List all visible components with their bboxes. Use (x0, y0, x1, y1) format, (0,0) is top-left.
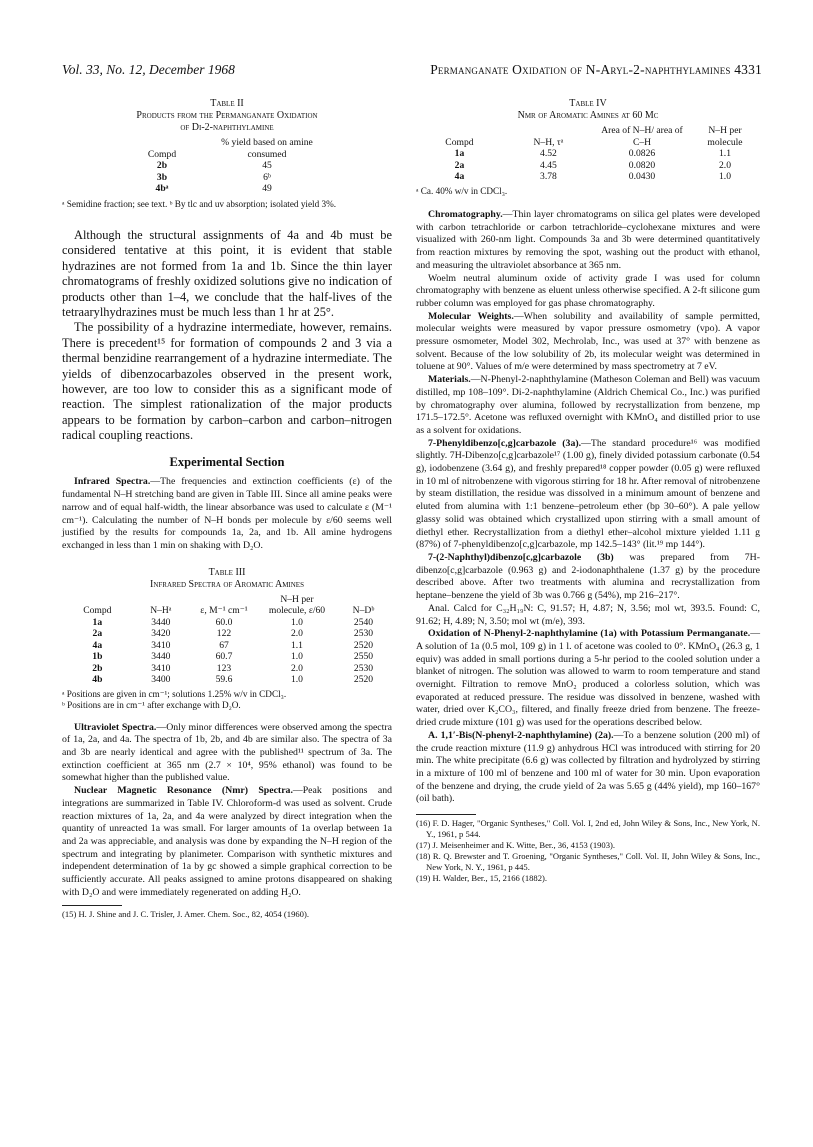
table-cell: 45 (262, 160, 272, 171)
table-cell: 67 (219, 639, 229, 651)
table-cell: 3.78 (540, 171, 557, 182)
table-cell: 122 (216, 628, 232, 640)
table-cell: 4bᵃ (155, 183, 169, 194)
right-column (416, 98, 760, 884)
reference-item: (18) R. Q. Brewster and T. Groening, "Organic Syntheses," Coll. Vol. II, John Wiley & Sons, Inc., New York, N. Y., 1961, p 445. (416, 851, 760, 873)
paragraph-text: —Only minor differences were observed among the spectra of 1a, 2a, and 4a. The spectra of 1b, 2b, and 4b are similar also. The spectra of 3a and 3b are nearly identical and agree with the published¹¹ spectrum of 3a. The extinction coefficient at 365 nm (2.7 × 10⁴, 95% ethanol) was found to be somewhat higher than the published value. (62, 721, 392, 784)
table-cell: 1.1 (290, 639, 303, 651)
table2-title: Table II (210, 98, 244, 109)
table-cell: 60.7 (215, 651, 233, 663)
paragraph-text: —When solubility and availability of sample permitted, molecular weights were measured by vapor pressure osmometry (vpo). A vapor pressure osmometer, Model 302, Mechrolab, Inc., was used at 37° with benzene as solvent. Because of the low solubility of 2b, its molecular weight was determined in toluene at 90°. Values of m/e were determined by mass spectrometry at 7 eV. (416, 310, 760, 373)
table-row (416, 148, 760, 160)
paragraph: Woelm neutral aluminum oxide of activity grade I was used for column chromatography with benzene as eluent unless otherwise specified. A 2-ft silicone gum rubber column was employed for gas phase chromatography. (416, 272, 760, 309)
table-cell: 2b (156, 160, 168, 171)
table-cell: 4.52 (540, 148, 557, 159)
table-row (416, 171, 760, 183)
table-cell: 3440 (151, 616, 171, 628)
table2-subtitle1: Products from the Permanganate Oxidation (136, 110, 318, 121)
table-cell: 1a (92, 616, 103, 628)
section-heading: Experimental Section (169, 454, 285, 469)
table-cell: 4b (92, 674, 103, 686)
table4-subtitle: Nmr of Aromatic Amines at 60 Mc (517, 110, 659, 121)
table-row (120, 160, 330, 172)
run-in-heading: Molecular Weights. (428, 310, 514, 322)
reference-item: (19) H. Walder, Ber., 15, 2166 (1882). (416, 873, 548, 884)
table-cell: 2.0 (719, 159, 731, 171)
table-cell: 4a (454, 171, 465, 182)
analysis-paragraph: Anal. Calcd for C₃₂H₁₉N: C, 91.57; H, 4.87; N, 3.56; mol wt, 393.5. Found: C, 91.62; H, 4.89; N, 3.50; mol wt (m/e), 393. (416, 602, 760, 627)
paragraph-text: —Peak positions and integrations are summarized in Table IV. Chloroform-d was used as solvent. Crude reaction mixtures of 1a, 2a, and 4a were analyzed by direct integration when the quantity of unreacted 1a was small. For larger amounts of 1a overlap between 1a and 2a was appreciable, and analysis was done by expanding the N–H region of the spectrum and integrating by planimeter. Comparison with synthetic mixtures and independent determination of 1a by gc showed a simple graphical correction to be sufficiently accurate. All peaks assigned to amine protons disappeared on shaking with D₂O and were immediately regenerated on adding H₂O. (62, 785, 392, 898)
table2-header-compd: Compd (147, 148, 177, 160)
compound-3b-paragraph (416, 552, 760, 603)
journal-volume: Vol. 33, No. 12, December 1968 (62, 62, 235, 77)
table-cell: 3b (156, 171, 168, 183)
chromatography-paragraph (416, 209, 760, 273)
table2-subtitle2: of Di-2-naphthylamine (180, 122, 274, 133)
table-header: N–Dᵇ (352, 605, 375, 617)
table2-footnote: ᵃ Semidine fraction; see text. ᵇ By tlc and uv absorption; isolated yield 3%. (62, 198, 337, 209)
table-cell: 2a (92, 628, 103, 640)
table-row (416, 160, 760, 172)
table4-title: Table IV (569, 98, 607, 109)
paragraph-text: —N-Phenyl-2-naphthylamine (Matheson Coleman and Bell) was vacuum distilled, mp 108–109°. Di-2-naphthylamine (Aldrich Chemical Co., Inc.) was purified by chromatography over alumina, followed by recrystallization from benzene, mp 171.5–172.5°. Acetone was refluxed overnight with KMnO₄ and distilled prior to use as a solvent for oxidations. (416, 374, 760, 436)
table-header: Area of N–H/ area of C–H (601, 125, 683, 148)
paragraph-text: —Thin layer chromatograms on silica gel plates were developed with carbon tetrachloride or carbon tetrachloride–cyclohexane mixtures and were visualized with 260-nm light. Compounds 3a and 3b were determined quantitatively from reaction mixtures by removing the spot, washing out the product with ethanol, and measuring the ultraviolet absorbance at 365 nm. (416, 209, 760, 271)
table-cell: 3410 (151, 662, 171, 674)
table-cell: 2520 (353, 674, 374, 686)
run-in-heading: Materials. (428, 374, 471, 386)
footnote-divider (416, 814, 476, 815)
table-cell: 1b (92, 651, 103, 663)
table-cell: 2520 (353, 639, 374, 651)
run-in-heading: Chromatography. (428, 209, 503, 220)
table-cell: 123 (216, 662, 232, 674)
table-cell: 2.0 (290, 628, 303, 640)
table-row (62, 628, 392, 640)
table-cell: 1.0 (719, 171, 731, 182)
table-row (62, 674, 392, 686)
compound-3a-paragraph (416, 438, 760, 552)
running-title: Permanganate Oxidation of N-Aryl-2-naphthylamines 4331 (430, 62, 762, 77)
table-cell: 1a (454, 148, 465, 159)
table-cell: 2530 (353, 662, 374, 674)
table3-subtitle: Infrared Spectra of Aromatic Amines (150, 578, 304, 590)
table-row (62, 640, 392, 652)
table-row (62, 651, 392, 663)
table-cell: 4a (92, 639, 103, 651)
table2-header-yield: % yield based on amine consumed (221, 137, 313, 160)
table3-title: Table III (208, 566, 246, 578)
table-row (120, 172, 330, 184)
run-in-heading: Oxidation of N-Phenyl-2-naphthylamine (1a) with Potassium Permanganate. (428, 628, 751, 640)
table-row (120, 183, 330, 195)
paragraph: The possibility of a hydrazine intermediate, however, remains. There is precedent¹⁵ for formation of compounds 2 and 3 via a thermal benzidine rearrangement of a hydrazine intermediate. The yields of dibenzocarbazoles observed in the present work, however, are too low to consider this as a significant mode of reaction. The simplest rationalization of the major products appears to be formation by carbon–carbon and carbon–nitrogen radical coupling reactions. (62, 320, 392, 443)
table-cell: 0.0826 (628, 148, 656, 159)
table-cell: 2b (92, 662, 103, 674)
paragraph-text: —The standard procedure¹⁶ was modified slightly. 7H-Dibenzo[c,g]carbazole¹⁷ (1.00 g), finely divided potassium carbonate (0.54 g), iodobenzene (3.64 g), and freshly prepared¹⁸ copper powder (0.05 g) were refluxed in 10 ml of nitrobenzene with vigorous stirring for 18 hr. After removal of nitrobenzene by steam distillation, the residue was dissolved in a minimum amount of benzene and eluted from alumina with 1:1 benzene–petroleum ether (bp 30–60°). A pale yellow glassy solid was obtained which crystallized upon stirring with a small amount of diethyl ether. Recrystallization from a diethyl ether–alcohol mixture yielded 1.11 g (87%) of 7-phenyldibenzo[c,g]carbazole, mp 142.5–143° (lit.¹⁹ mp 144°). (416, 437, 761, 551)
table-cell: 4.45 (540, 159, 557, 171)
table3-footnote-a: ᵃ Positions are given in cm⁻¹; solutions 1.25% w/v in CDCl₃. (62, 688, 287, 699)
table-cell: 2550 (353, 651, 374, 663)
table-cell: 0.0820 (628, 159, 656, 171)
table-cell: 3400 (151, 674, 171, 686)
left-column (62, 98, 392, 920)
table-header: N–H, τᵃ (533, 136, 564, 148)
bis-paragraph (416, 730, 760, 806)
table-cell: 1.0 (290, 616, 303, 628)
table-cell: 1.1 (719, 148, 731, 159)
table-cell: 2530 (353, 628, 374, 640)
paragraph-text: —A solution of 1a (0.5 mol, 109 g) in 1 l. of acetone was cooled to 0°. KMnO₄ (26.3 g, 1 equiv) was added in small portions during a 5-hr period to the cooled solution under a blanket of nitrogen. The solution was allowed to warm to room temperature and stand overnight. Filtration to remove MnO₂ produced a colorless solution, which was evaporated at reduced pressure. The residue was dissolved in benzene, washed with water, dried over K₂CO₃, filtered, and finally freeze dried from benzene. The freeze-dried crude mixture (101 g) was used for the operations described below. (416, 628, 760, 729)
run-in-heading: A. 1,1′-Bis(N-phenyl-2-naphthylamine) (2a). (428, 729, 614, 741)
run-in-heading: 7-(2-Naphthyl)dibenzo[c,g]carbazole (3b) (428, 551, 614, 563)
table-cell: 3420 (151, 628, 171, 640)
table-header: N–H per molecule, ε/60 (268, 593, 326, 617)
table3-footnote-b: ᵇ Positions are in cm⁻¹ after exchange with D₂O. (62, 700, 241, 711)
table-cell: 2a (454, 159, 465, 171)
table-row (62, 663, 392, 675)
table-cell: 1.0 (290, 651, 303, 663)
reference-item: (17) J. Meisenheimer and K. Witte, Ber., 36, 4153 (1903). (416, 840, 616, 851)
materials-paragraph (416, 374, 760, 438)
table-cell: 3440 (151, 651, 171, 663)
footnote-15: (15) H. J. Shine and J. C. Trisler, J. Amer. Chem. Soc., 82, 4054 (1960). (62, 909, 309, 920)
table4 (416, 125, 760, 183)
paragraph-text: —The frequencies and extinction coefficients (ε) of the fundamental N–H stretching band are given in Table III. Since all amine peaks were narrow and of equal half-width, the linear absorbance was used to calculate ε (M⁻¹ cm⁻¹). Calculating the number of N–H bonds per molecule by ε/60 seems well justified by the results for compounds 1a, 2a, and 1b. All amine hydrogens exchanged in less than 1 min on shaking with D₂O. (62, 476, 392, 551)
table-cell: 6ᵇ (263, 171, 271, 183)
table-cell: 3410 (151, 639, 171, 651)
footnote-divider (62, 905, 122, 906)
paragraph-text: —To a benzene solution (200 ml) of the crude reaction mixture (11.9 g) anhydrous HCl was introduced with stirring for 20 min. The white precipitate (6.6 g) was collected by filtration and hydrolyzed by stirring in a mixture of 100 ml of benzene and 100 ml of water for 30 min. Upon evaporation of the benzene and drying, the crude yield of 2a was 5.65 g (44% yield), mp 160–167° (oil bath). (416, 729, 760, 805)
table2 (120, 137, 330, 195)
table-row (62, 617, 392, 629)
molwt-paragraph (416, 311, 760, 375)
run-in-heading: Infrared Spectra. (74, 476, 151, 488)
table-header: N–H per molecule (707, 125, 743, 148)
table-cell: 2540 (353, 616, 374, 628)
table-header: Compd (83, 605, 112, 617)
references-list (416, 818, 760, 884)
paragraph-text: was prepared from 7H-dibenzo[c,g]carbazole (0.963 g) and 2-iodonaphthalene (1.37 g) by the procedure described above. After two treatments with alumina and recrystallization from heptane–benzene the yield of 3b was 0.766 g (54%), mp 216–217°. (416, 551, 761, 602)
paragraph: Although the structural assignments of 4a and 4b must be considered tentative at this point, it is evident that stable hydrazines are not formed from 1a and 1b. Since the thin layer chromatograms of freshly oxidized solutions give no indication of products other than 1–4, we conclude that the half-lives of the tetraarylhydrazines must be much less than 1 hr at 25°. (62, 228, 392, 320)
ir-paragraph (62, 476, 392, 552)
table-cell: 1.0 (290, 674, 303, 686)
reference-item: (16) F. D. Hager, "Organic Syntheses," Coll. Vol. I, 2nd ed, John Wiley & Sons, Inc., New York, N. Y., 1961, p 544. (416, 818, 760, 840)
table-header: Compd (445, 136, 474, 148)
uv-paragraph (62, 722, 392, 786)
run-in-heading: Ultraviolet Spectra. (74, 721, 157, 733)
table-cell: 49 (262, 183, 272, 194)
table4-footnote: ᵃ Ca. 40% w/v in CDCl₃. (416, 185, 508, 196)
table-cell: 2.0 (290, 662, 303, 674)
table3 (62, 594, 392, 686)
nmr-paragraph (62, 785, 392, 899)
table-cell: 60.0 (215, 616, 233, 628)
table-cell: 59.6 (215, 674, 233, 686)
oxidation-paragraph (416, 628, 760, 730)
run-in-heading: Nuclear Magnetic Resonance (Nmr) Spectra. (74, 785, 293, 797)
discussion-text (62, 228, 392, 444)
table-header: N–Hᵃ (150, 605, 172, 617)
run-in-heading: 7-Phenyldibenzo[c,g]carbazole (3a). (428, 437, 582, 449)
table-header: ε, M⁻¹ cm⁻¹ (200, 605, 248, 617)
table-cell: 0.0430 (628, 171, 656, 182)
